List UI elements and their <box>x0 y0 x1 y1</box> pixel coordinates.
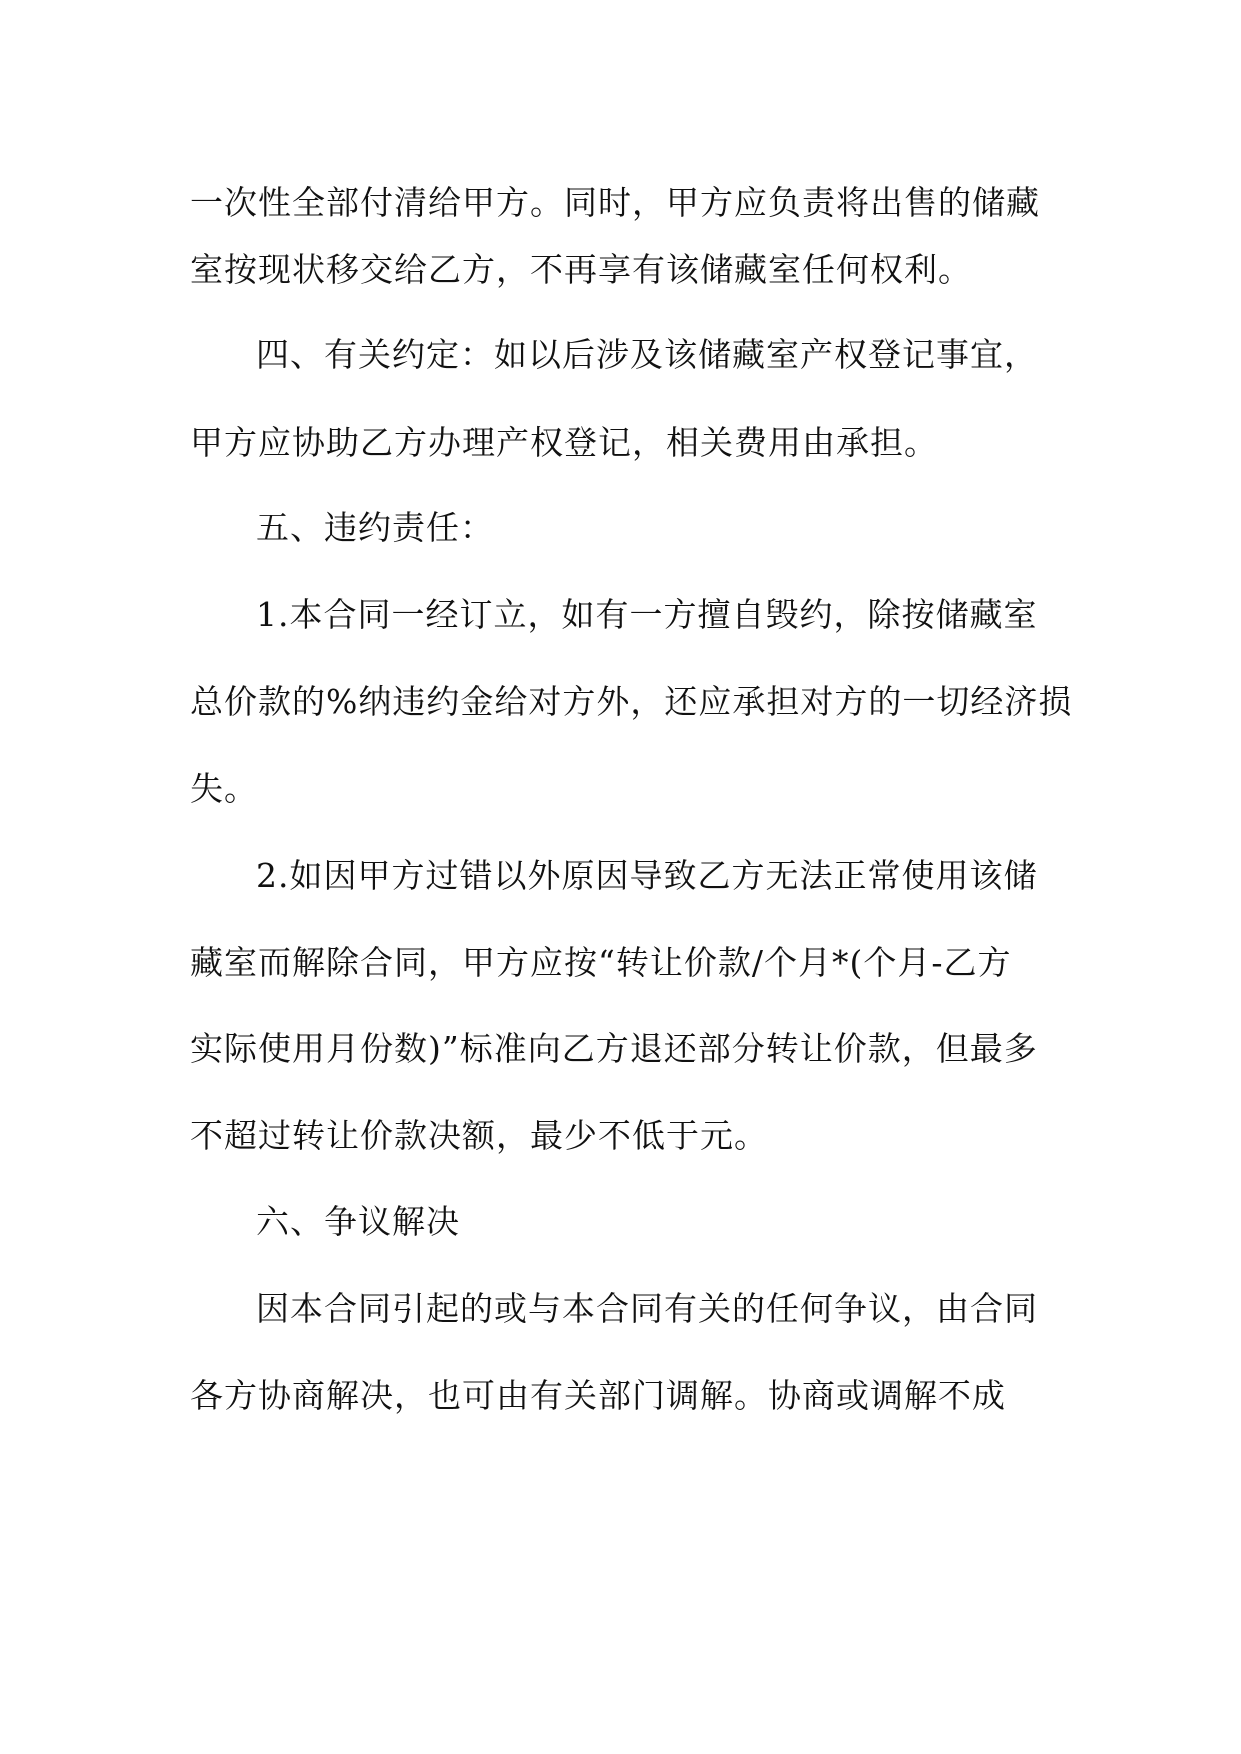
text-line: 各方协商解决，也可由有关部门调解。协商或调解不成 <box>190 1376 1006 1415</box>
text-line: 总价款的%纳违约金给对方外，还应承担对方的一切经济损 <box>190 682 1073 721</box>
text-line: 藏室而解除合同，甲方应按“转让价款/个月*(个月-乙方 <box>190 943 1012 982</box>
text-line: 室按现状移交给乙方，不再享有该储藏室任何权利。 <box>190 250 972 289</box>
text-line: 失。 <box>190 769 258 808</box>
section-heading: 五、违约责任： <box>256 508 494 547</box>
text-line: 甲方应协助乙方办理产权登记，相关费用由承担。 <box>190 423 938 462</box>
text-line: 不超过转让价款决额，最少不低于元。 <box>190 1116 768 1155</box>
section-heading: 四、有关约定：如以后涉及该储藏室产权登记事宜， <box>256 335 1038 374</box>
text-line: 一次性全部付清给甲方。同时，甲方应负责将出售的储藏 <box>190 183 1040 222</box>
text-line: 2.如因甲方过错以外原因导致乙方无法正常使用该储 <box>256 856 1038 895</box>
section-heading: 六、争议解决 <box>256 1202 460 1241</box>
text-line: 1.本合同一经订立，如有一方擅自毁约，除按储藏室 <box>256 595 1038 634</box>
text-line: 实际使用月份数)”标准向乙方退还部分转让价款，但最多 <box>190 1029 1038 1068</box>
text-line: 因本合同引起的或与本合同有关的任何争议，由合同 <box>256 1289 1038 1328</box>
